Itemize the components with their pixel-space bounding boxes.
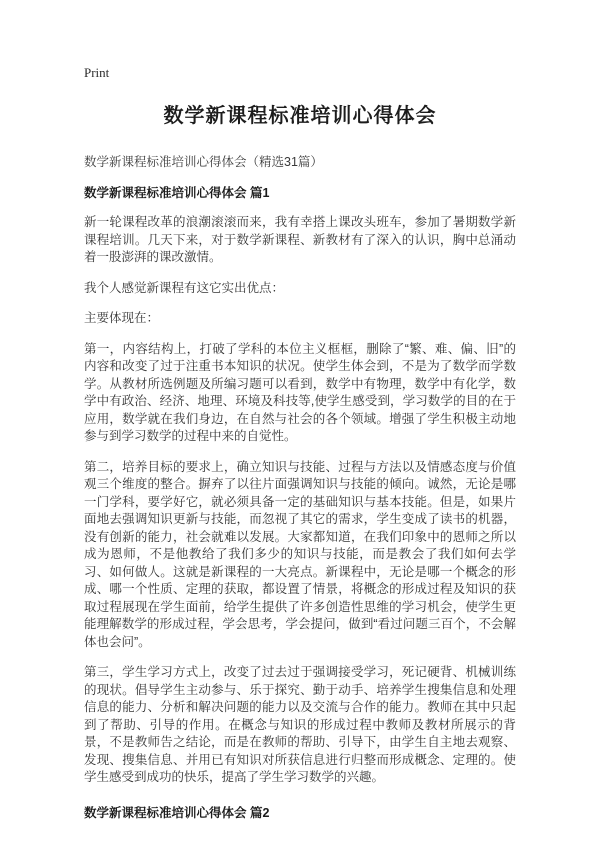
paragraph-point-2: 第二，培养目标的要求上，确立知识与技能、过程与方法以及情感态度与价值观三个维度的整合。摒弃了以往片面强调知识与技能的倾向。诚然，无论是哪一门学科，要学好它，就必须具备一定的基础知识与基本技能。但是，如果片面地去强调知识更新与技能，而忽视了其它的需求，学生变成了读书的机器，没有创新的能力，社会就难以发展。大家都知道，在我们印象中的恩师之所以成为恩师，不是他教给了我们多少的知识与技能，而是教会了我们如何去学习、如何做人。这就是新课程的一大亮点。新课程中，无论是哪一个概念的形成、哪一个性质、定理的获取，都设置了情景，将概念的形成过程及知识的获取过程展现在学生面前，给学生提供了许多创造性思维的学习机会，使学生更能理解数学的形成过程，学会思考，学会提问，做到“看过问题三百个，不会解体也会问”。 bbox=[84, 459, 516, 649]
doc-subtitle: 数学新课程标准培训心得体会（精选31篇） bbox=[84, 155, 323, 169]
print-link[interactable]: Print bbox=[84, 65, 110, 80]
section-part-1 bbox=[84, 183, 516, 787]
section-heading-part-1: 数学新课程标准培训心得体会 篇1 bbox=[84, 186, 270, 200]
paragraph-intro: 新一轮课程改革的浪潮滚滚而来，我有幸搭上课改头班车，参加了暑期数学新课程培训。几天下来，对于数学新课程、新教材有了深入的认识，胸中总涌动着一股澎湃的课改激情。 bbox=[84, 215, 516, 264]
paragraph-advantages-lead: 我个人感觉新课程有这它实出优点： bbox=[84, 280, 285, 295]
section-part-2 bbox=[84, 803, 516, 821]
page-title: 数学新课程标准培训心得体会 bbox=[163, 105, 437, 127]
paragraph-point-1: 第一，内容结构上，打破了学科的本位主义框框，删除了“繁、难、偏、旧”的内容和改变了过于注重书本知识的状况。使学生体会到，不是为了数学而学数学。从教材所选例题及所编习题可以看到，数学中有物理，数学中有化学，数学中有政治、经济、地理、环境及科技等,使学生感受到，学习数学的目的在于应用，数学就在我们身边，在自然与社会的各个领域。增强了学生积极主动地参与到学习数学的过程中来的自觉性。 bbox=[84, 341, 516, 443]
paragraph-mainly-lead: 主要体现在： bbox=[84, 311, 160, 325]
paragraph-point-3: 第三，学生学习方式上，改变了过去过于强调接受学习，死记硬背、机械训练的现状。倡导学生主动参与、乐于探究、勤于动手、培养学生搜集信息和处理信息的能力、分析和解决问题的能力以及交流与合作的能力。教师在其中只起到了帮助、引导的作用。在概念与知识的形成过程中教师及教材所展示的背景，不是教师告之结论，而是在教师的帮助、引导下，由学生自主地去观察、发现、搜集信息、并用已有知识对所获信息进行归整而形成概念、定理的。使学生感受到成功的快乐，提高了学生学习数学的兴趣。 bbox=[84, 665, 516, 784]
section-heading-part-2: 数学新课程标准培训心得体会 篇2 bbox=[84, 805, 270, 820]
